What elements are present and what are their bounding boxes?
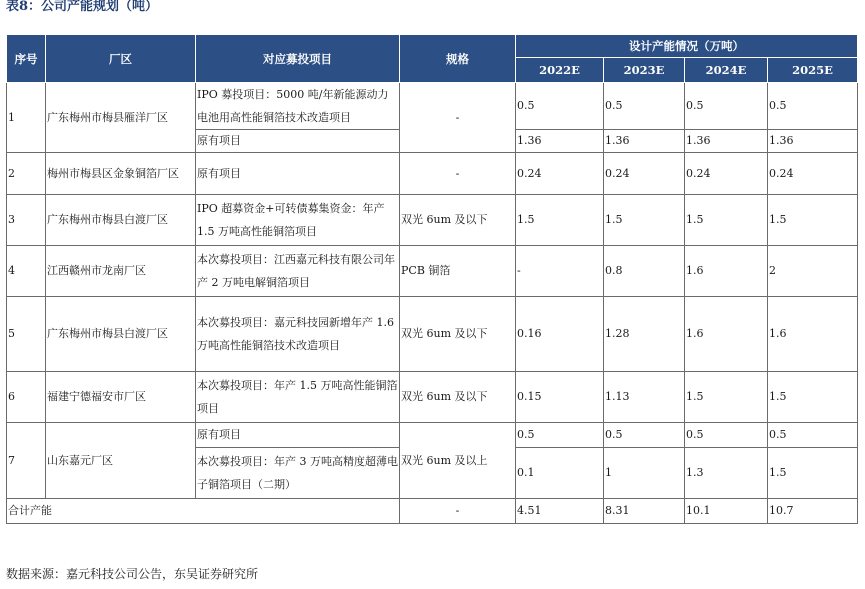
cell-value: 0.24 (685, 153, 768, 195)
cell-value: 1.5 (768, 195, 858, 246)
cell-project: IPO 超募资金+可转债募集资金：年产 1.5 万吨高性能铜箔项目 (196, 195, 400, 246)
header-project: 对应募投项目 (196, 35, 400, 83)
cell-value: 1.3 (685, 448, 768, 499)
cell-seq: 4 (7, 246, 46, 297)
header-year: 2023E (604, 58, 685, 83)
cell-plant: 广东梅州市梅县白渡厂区 (46, 297, 196, 372)
cell-project: 本次募投项目：年产 3 万吨高精度超薄电子铜箔项目（二期） (196, 448, 400, 499)
cell-value: 1.5 (768, 372, 858, 423)
cell-value: 0.5 (604, 423, 685, 448)
cell-value: 1.6 (768, 297, 858, 372)
header-year: 2022E (516, 58, 604, 83)
cell-value: 10.1 (685, 499, 768, 524)
cell-value: 1.36 (516, 130, 604, 153)
cell-project: IPO 募投项目：5000 吨/年新能源动力电池用高性能铜箔技术改造项目 (196, 83, 400, 130)
cell-project: 原有项目 (196, 423, 400, 448)
cell-seq: 1 (7, 83, 46, 153)
table-row (7, 83, 858, 130)
cell-value: 0.16 (516, 297, 604, 372)
cell-value: 1.5 (685, 372, 768, 423)
cell-seq: 7 (7, 423, 46, 499)
cell-project: 本次募投项目：嘉元科技园新增年产 1.6 万吨高性能铜箔技术改造项目 (196, 297, 400, 372)
table-row (7, 372, 858, 423)
cell-seq: 5 (7, 297, 46, 372)
cell-value: 1.5 (768, 448, 858, 499)
cell-project: 原有项目 (196, 153, 400, 195)
cell-total-label: 合计产能 (7, 499, 400, 524)
cell-value: 0.5 (516, 83, 604, 130)
cell-spec: - (400, 499, 516, 524)
cell-value: 0.5 (516, 423, 604, 448)
header-year: 2024E (685, 58, 768, 83)
cell-value: 0.15 (516, 372, 604, 423)
table-row (7, 297, 858, 372)
cell-value: 0.8 (604, 246, 685, 297)
cell-value: 1.36 (768, 130, 858, 153)
cell-value: 2 (768, 246, 858, 297)
cell-value: 0.24 (516, 153, 604, 195)
cell-plant: 山东嘉元厂区 (46, 423, 196, 499)
header-year: 2025E (768, 58, 858, 83)
cell-value: 0.24 (604, 153, 685, 195)
header-seq: 序号 (7, 35, 46, 83)
cell-value: 1.6 (685, 246, 768, 297)
cell-spec: 双光 6um 及以下 (400, 195, 516, 246)
cell-value: 4.51 (516, 499, 604, 524)
cell-plant: 福建宁德福安市厂区 (46, 372, 196, 423)
table-row (7, 195, 858, 246)
cell-seq: 3 (7, 195, 46, 246)
cell-value: 10.7 (768, 499, 858, 524)
cell-value: 1.28 (604, 297, 685, 372)
cell-spec: 双光 6um 及以下 (400, 297, 516, 372)
cell-spec: - (400, 83, 516, 153)
cell-value: 1.5 (604, 195, 685, 246)
cell-value: 0.5 (685, 83, 768, 130)
cell-value: 1.36 (685, 130, 768, 153)
cell-value: 8.31 (604, 499, 685, 524)
table-title: 表8：公司产能规划（吨） (6, 0, 159, 14)
cell-value: 1 (604, 448, 685, 499)
cell-value: 0.5 (768, 423, 858, 448)
cell-spec: - (400, 153, 516, 195)
cell-project: 原有项目 (196, 130, 400, 153)
cell-plant: 广东梅州市梅县雁洋厂区 (46, 83, 196, 153)
cell-seq: 6 (7, 372, 46, 423)
cell-value: 0.5 (685, 423, 768, 448)
cell-value: 0.5 (768, 83, 858, 130)
capacity-table (6, 34, 858, 524)
cell-value: 0.5 (604, 83, 685, 130)
header-capacity-group: 设计产能情况（万吨） (516, 35, 858, 58)
cell-value: 1.36 (604, 130, 685, 153)
cell-spec: 双光 6um 及以下 (400, 372, 516, 423)
cell-project: 本次募投项目：江西嘉元科技有限公司年产 2 万吨电解铜箔项目 (196, 246, 400, 297)
source-note: 数据来源：嘉元科技公司公告，东吴证券研究所 (6, 567, 259, 581)
table-row (7, 423, 858, 448)
cell-value: 1.6 (685, 297, 768, 372)
cell-plant: 江西赣州市龙南厂区 (46, 246, 196, 297)
table-row (7, 153, 858, 195)
cell-value: - (516, 246, 604, 297)
cell-value: 0.24 (768, 153, 858, 195)
header-plant: 厂区 (46, 35, 196, 83)
header-spec: 规格 (400, 35, 516, 83)
cell-value: 1.5 (516, 195, 604, 246)
cell-seq: 2 (7, 153, 46, 195)
cell-spec: PCB 铜箔 (400, 246, 516, 297)
cell-value: 1.13 (604, 372, 685, 423)
cell-value: 0.1 (516, 448, 604, 499)
cell-plant: 梅州市梅县区金象铜箔厂区 (46, 153, 196, 195)
cell-plant: 广东梅州市梅县白渡厂区 (46, 195, 196, 246)
cell-value: 1.5 (685, 195, 768, 246)
total-row (7, 499, 858, 524)
table-row (7, 246, 858, 297)
cell-spec: 双光 6um 及以上 (400, 423, 516, 499)
cell-project: 本次募投项目：年产 1.5 万吨高性能铜箔项目 (196, 372, 400, 423)
